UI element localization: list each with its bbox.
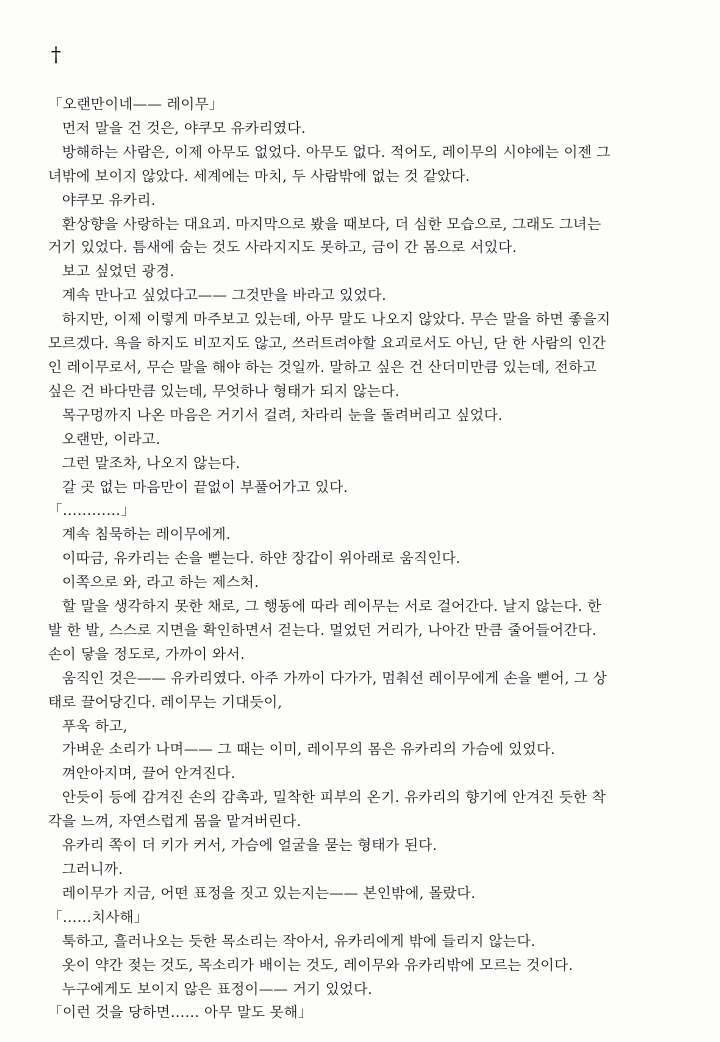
text-line: 푸욱 하고, xyxy=(62,718,128,735)
text-line: 껴안아지며, 끌어 안겨진다. xyxy=(62,766,236,783)
text-line: 오랜만, 이라고. xyxy=(62,431,161,448)
text-line: 먼저 말을 건 것은, 야쿠모 유카리였다. xyxy=(62,120,306,137)
text-line: 레이무가 지금, 어떤 표정을 짓고 있는지는—— 본인밖에, 몰랐다. xyxy=(62,885,476,902)
text-line: 보고 싶었던 광경. xyxy=(62,264,175,281)
text-line: 계속 침묵하는 레이무에게. xyxy=(62,527,231,544)
text-line: 계속 만나고 싶었다고—— 그것만을 바라고 있었다. xyxy=(62,288,387,305)
text-line: 「이런 것을 당하면…… 아무 말도 못해」 xyxy=(48,1005,313,1022)
text-line: 가벼운 소리가 나며—— 그 때는 이미, 레이무의 몸은 유카리의 가슴에 있었다. xyxy=(62,742,556,759)
text-line: 야쿠모 유카리. xyxy=(62,192,156,209)
text-line: 태로 끌어당긴다. 레이무는 기대듯이, xyxy=(48,694,283,711)
text-line: 손이 닿을 정도로, 가까이 와서. xyxy=(48,646,245,663)
text-line: 「…………」 xyxy=(48,503,136,520)
text-line: 방해하는 사람은, 이제 아무도 없었다. 아무도 없다. 적어도, 레이무의 시야에는 이젠 그 xyxy=(62,144,611,161)
text-line: 각을 느껴, 자연스럽게 몸을 맡겨버린다. xyxy=(48,814,302,831)
text-line: 이쪽으로 와, 라고 하는 제스처. xyxy=(62,575,259,592)
text-line: 목구멍까지 나온 마음은 거기서 걸려, 차라리 눈을 돌려버리고 싶었다. xyxy=(62,407,503,424)
body-text xyxy=(48,94,678,1026)
text-line: 환상향을 사랑하는 대요괴. 마지막으로 봤을 때보다, 더 심한 모습으로, 그래도 그녀는 xyxy=(62,216,602,233)
text-line: 「……치사해」 xyxy=(48,909,149,926)
text-line: 움직인 것은—— 유카리였다. 아주 가까이 다가가, 멈춰선 레이무에게 손을 뻗어, 그 상 xyxy=(62,670,607,687)
text-line: 그러니까. xyxy=(62,862,123,878)
text-line: 거기 있었다. 틈새에 숨는 것도 사라지지도 못하고, 금이 간 몸으로 서있다. xyxy=(48,240,517,257)
text-line: 모르겠다. 욕을 하지도 비꼬지도 않고, 쓰러트려야할 요괴로서도 아닌, 단 한 사람의 인간 xyxy=(48,336,606,353)
text-line: 발 한 발, 스스로 지면을 확인하면서 걷는다. 멀었던 거리가, 나아간 만큼 줄어들어간다. xyxy=(48,622,597,639)
text-line: 할 말을 생각하지 못한 채로, 그 행동에 따라 레이무는 서로 걸어간다. 날지 않는다. 한 xyxy=(62,599,602,616)
text-line: 유카리 쪽이 더 키가 커서, 가슴에 얼굴을 묻는 형태가 된다. xyxy=(62,838,438,855)
text-line: 이따금, 유카리는 손을 뻗는다. 하얀 장갑이 위아래로 움직인다. xyxy=(62,551,461,568)
text-line: 녀밖에 보이지 않았다. 세계에는 마치, 두 사람밖에 없는 것 같았다. xyxy=(48,168,471,185)
text-line: 그런 말조차, 나오지 않는다. xyxy=(62,455,241,472)
text-line: 안듯이 등에 감겨진 손의 감촉과, 밀착한 피부의 온기. 유카리의 향기에 안겨진 듯한 착 xyxy=(62,790,606,807)
text-line: 인 레이무로서, 무슨 말을 해야 하는 것일까. 말하고 싶은 건 산더미만큼 있는데, 전하고 xyxy=(48,359,597,376)
dagger-mark: † xyxy=(51,42,61,66)
text-line: 누구에게도 보이지 않은 표정이—— 거기 있었다. xyxy=(62,981,373,998)
text-line: 툭하고, 흘러나오는 듯한 목소리는 작아서, 유카리에게 밖에 들리지 않는다. xyxy=(62,933,536,950)
text-line: 옷이 약간 젖는 것도, 목소리가 배이는 것도, 레이무와 유카리밖에 모르는 것이다. xyxy=(62,957,574,974)
text-line: 갈 곳 없는 마음만이 끝없이 부풀어가고 있다. xyxy=(62,479,348,496)
text-line: 「오랜만이네—— 레이무」 xyxy=(48,97,224,113)
text-line: 싶은 건 바다만큼 있는데, 무엇하나 형태가 되지 않는다. xyxy=(48,383,400,400)
text-line: 하지만, 이제 이렇게 마주보고 있는데, 아무 말도 나오지 않았다. 무슨 말을 하면 좋을지 xyxy=(62,312,611,329)
